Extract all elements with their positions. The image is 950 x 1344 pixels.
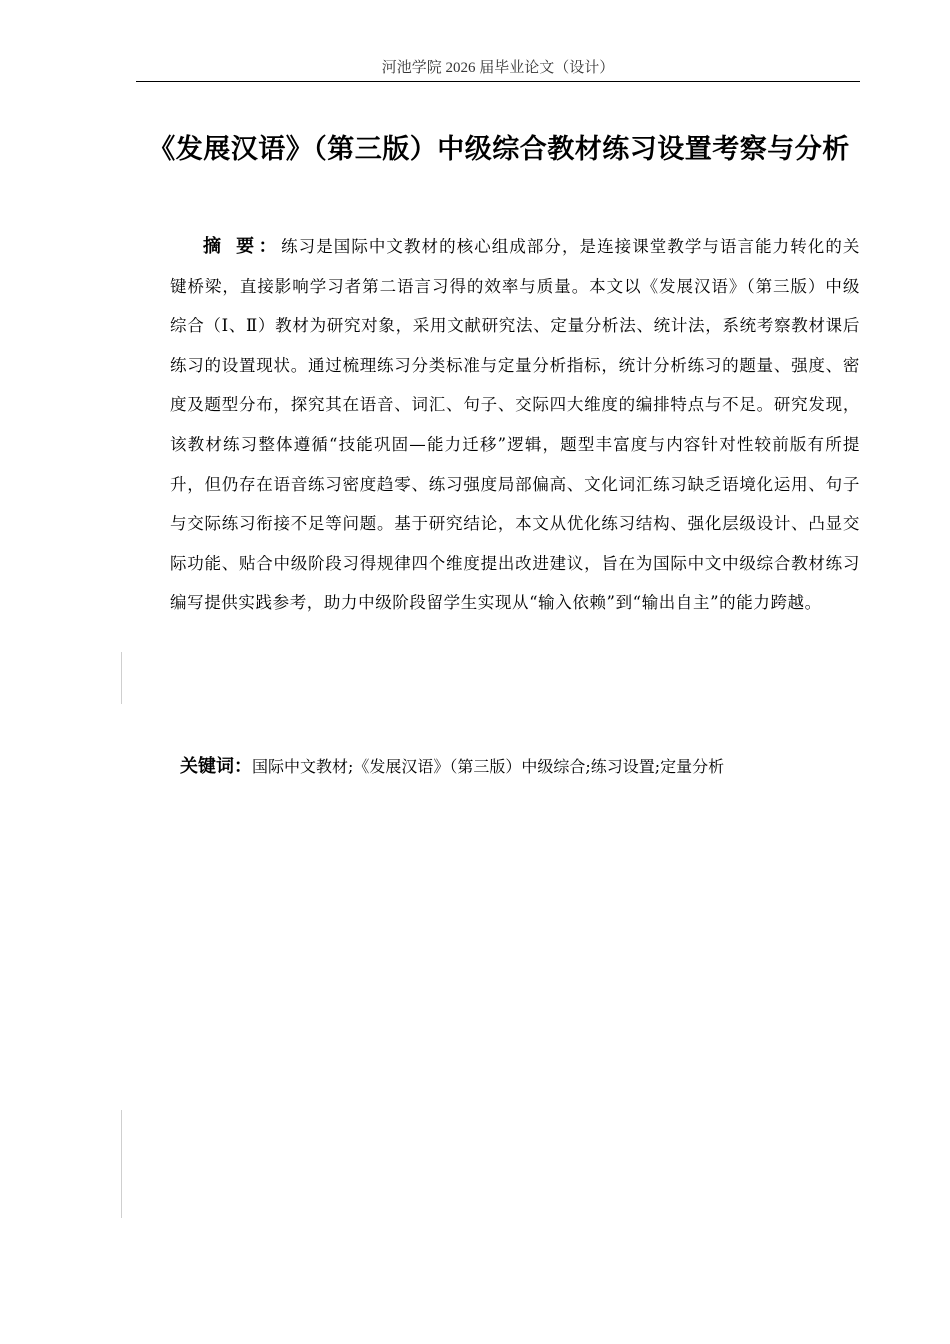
- paper-title: 《发展汉语》（第三版）中级综合教材练习设置考察与分析: [148, 134, 850, 165]
- keywords-line: [180, 752, 870, 782]
- keywords-label: 关键词：: [180, 756, 252, 777]
- running-header: 河池学院 2026 届毕业论文（设计）: [381, 60, 615, 76]
- binding-margin-mark-bottom: [121, 1110, 122, 1218]
- binding-margin-mark-top: [121, 652, 122, 704]
- abstract-paragraph: [170, 227, 860, 623]
- keywords-text: 国际中文教材;《发展汉语》（第三版）中级综合;练习设置;定量分析: [252, 757, 725, 776]
- abstract-text: 练习是国际中文教材的核心组成部分，是连接课堂教学与语言能力转化的关键桥梁，直接影响学习者第二语言习得的效率与质量。本文以《发展汉语》（第三版）中级综合（Ⅰ、Ⅱ）教材为研究对象，采用文献研究法、定量分析法、统计法，系统考察教材课后练习的设置现状。通过梳理练习分类标准与定量分析指标，统计分析练习的题量、强度、密度及题型分布，探究其在语音、词汇、句子、交际四大维度的编排特点与不足。研究发现，该教材练习整体遵循“技能巩固—能力迁移”逻辑，题型丰富度与内容针对性较前版有所提升，但仍存在语音练习密度趋零、练习强度局部偏高、文化词汇练习缺乏语境化运用、句子与交际练习衔接不足等问题。基于研究结论，本文从优化练习结构、强化层级设计、凸显交际功能、贴合中级阶段习得规律四个维度提出改进建议，旨在为国际中文中级综合教材练习编写提供实践参考，助力中级阶段留学生实现从“输入依赖”到“输出自主”的能力跨越。: [170, 237, 860, 613]
- header-rule: [136, 81, 860, 82]
- abstract-label: 摘 要：: [203, 236, 282, 257]
